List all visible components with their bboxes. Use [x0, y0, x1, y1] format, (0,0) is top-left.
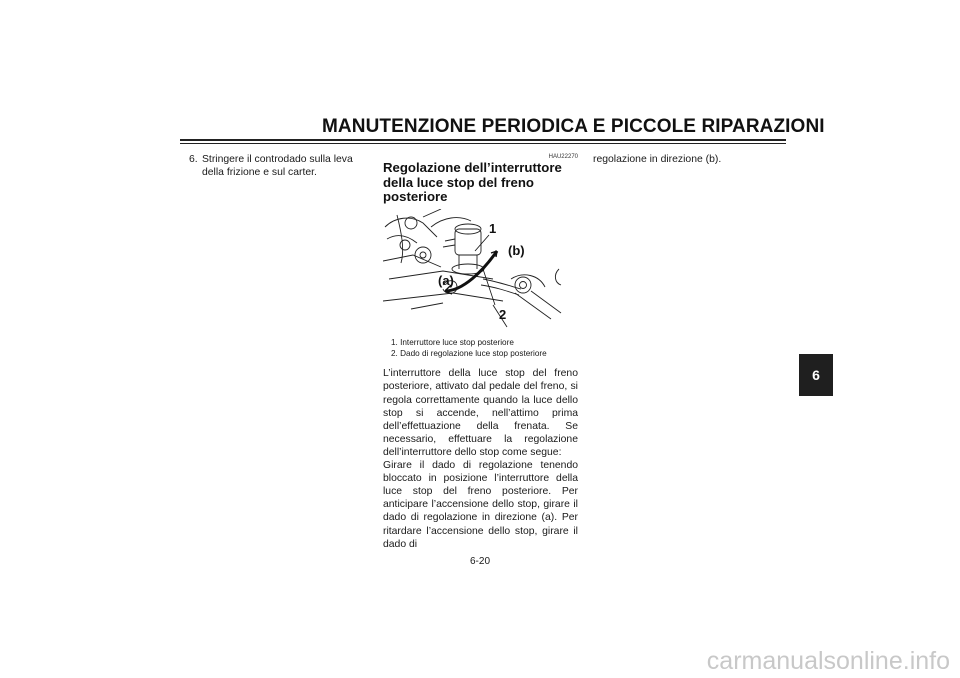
caption-item: 1. Interruttore luce stop posteriore — [391, 337, 514, 347]
header-rule-thick — [180, 139, 786, 141]
step-text: Stringere il controdado sulla leva della frizione e sul carter. — [202, 154, 353, 179]
paragraph: Girare il dado di regolazione tenendo bloccato in posizione l’interruttore della luce stop del freno posteriore. Per anticipare l’accensione dello stop, girare il dado di regolazione in direzione (a). Per ritardare l’accensione dello stop, girare il dado di — [383, 460, 578, 550]
body-text — [383, 367, 578, 550]
callout-1: 1 — [489, 220, 497, 236]
caption-item: 2. Dado di regolazione luce stop posteriore — [391, 349, 547, 359]
callout-a: (a) — [438, 272, 454, 288]
page-header-title: MANUTENZIONE PERIODICA E PICCOLE RIPARAZIONI — [322, 116, 825, 137]
middle-column — [383, 153, 578, 551]
continuation-text: regolazione in direzione (b). — [593, 154, 722, 165]
watermark: carmanualsonline.info — [706, 647, 950, 675]
step-item — [189, 153, 375, 179]
callout-2: 2 — [499, 306, 507, 322]
callout-b: (b) — [508, 242, 525, 258]
section-title: Regolazione dell’interruttore della luce stop del freno posteriore — [383, 160, 562, 205]
header-rule-thin — [180, 143, 786, 144]
right-column — [593, 153, 783, 166]
step-number: 6. — [189, 154, 198, 165]
chapter-tab: 6 — [799, 354, 833, 396]
brake-switch-illustration — [383, 209, 578, 329]
reference-code: HAU22270 — [548, 154, 578, 160]
left-column — [189, 153, 375, 179]
figure-captions — [383, 337, 578, 360]
page-number: 6-20 — [469, 556, 490, 567]
paragraph: L’interruttore della luce stop del freno posteriore, attivato dal pedale del freno, si regola correttamente quando la luce dello stop si accende, nell’attimo prima dell’effettuazione della frenata. Se necessario, effettuare la regolazione dell’interruttore dello stop come segue: — [383, 368, 578, 458]
